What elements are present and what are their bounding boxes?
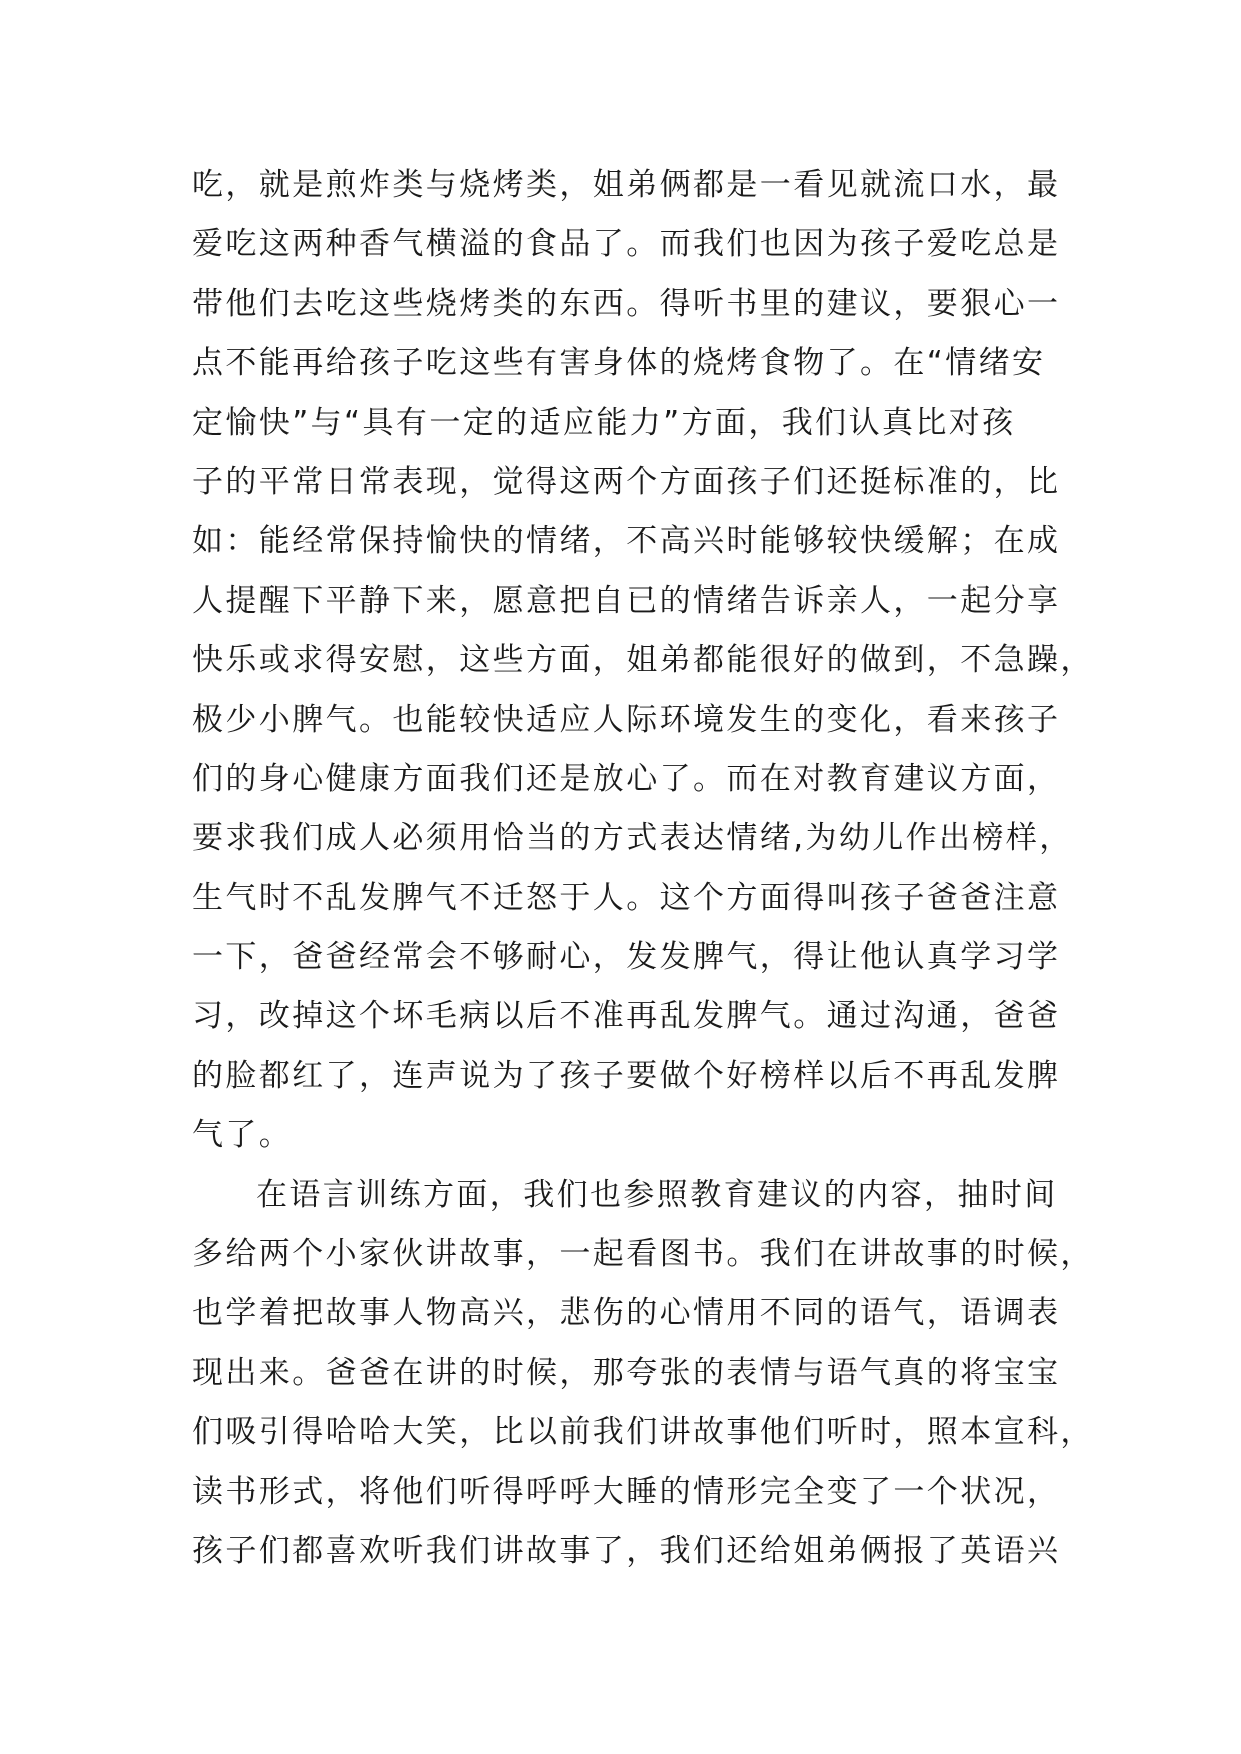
text-line: 点不能再给孩子吃这些有害身体的烧烤食物了。在“情绪安 <box>192 345 1046 382</box>
text-line: 快乐或求得安慰，这些方面，姐弟都能很好的做到，不急躁， <box>192 642 1094 679</box>
text-line: 孩子们都喜欢听我们讲故事了，我们还给姐弟俩报了英语兴 <box>192 1532 1061 1569</box>
text-line: 的脸都红了，连声说为了孩子要做个好榜样以后不再乱发脾 <box>192 1057 1061 1094</box>
text-line: 子的平常日常表现，觉得这两个方面孩子们还挺标准的，比 <box>192 463 1061 500</box>
text-line: 要求我们成人必须用恰当的方式表达情绪,为幼儿作出榜样， <box>192 820 1073 857</box>
text-line: 人提醒下平静下来，愿意把自已的情绪告诉亲人，一起分享 <box>192 582 1061 619</box>
text-line: 生气时不乱发脾气不迁怒于人。这个方面得叫孩子爸爸注意 <box>192 879 1061 916</box>
text-line: 定愉快”与“具有一定的适应能力”方面，我们认真比对孩 <box>192 404 1016 441</box>
document-body <box>192 156 1094 1581</box>
text-line: 一下，爸爸经常会不够耐心，发发脾气，得让他认真学习学 <box>192 939 1061 976</box>
text-line: 也学着把故事人物高兴，悲伤的心情用不同的语气，语调表 <box>192 1295 1061 1332</box>
text-line: 极少小脾气。也能较快适应人际环境发生的变化，看来孩子 <box>192 701 1061 738</box>
text-line: 们的身心健康方面我们还是放心了。而在对教育建议方面， <box>192 760 1061 797</box>
text-line: 如：能经常保持愉快的情绪，不高兴时能够较快缓解；在成 <box>192 523 1061 560</box>
text-line: 带他们去吃这些烧烤类的东西。得听书里的建议，要狠心一 <box>192 285 1061 322</box>
text-line: 爱吃这两种香气横溢的食品了。而我们也因为孩子爱吃总是 <box>192 226 1061 263</box>
text-line: 习，改掉这个坏毛病以后不准再乱发脾气。通过沟通，爸爸 <box>192 998 1061 1035</box>
text-line: 气了。 <box>192 1117 293 1154</box>
text-line: 吃，就是煎炸类与烧烤类，姐弟俩都是一看见就流口水，最 <box>192 167 1061 203</box>
text-line: 们吸引得哈哈大笑，比以前我们讲故事他们听时，照本宣科， <box>192 1414 1094 1451</box>
text-line: 读书形式，将他们听得呼呼大睡的情形完全变了一个状况， <box>192 1473 1061 1510</box>
text-line: 多给两个小家伙讲故事，一起看图书。我们在讲故事的时候， <box>192 1236 1094 1273</box>
paragraph-first-line: 在语言训练方面，我们也参照教育建议的内容，抽时间 <box>256 1176 1058 1213</box>
text-line: 现出来。爸爸在讲的时候，那夸张的表情与语气真的将宝宝 <box>192 1354 1061 1391</box>
